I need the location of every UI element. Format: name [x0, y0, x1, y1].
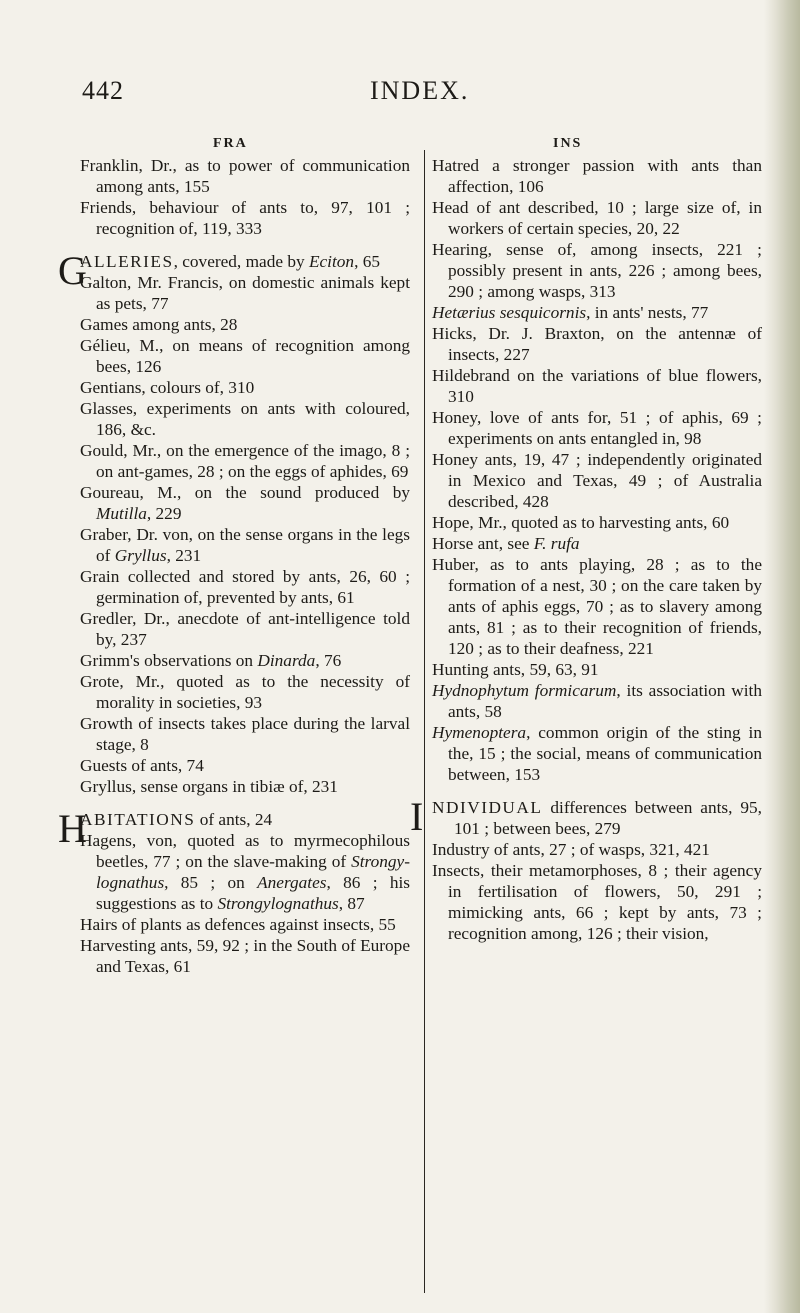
index-entry: Gould, Mr., on the emergence of the imago, 8 ; on ant-games, 28 ; on the eggs of aphides, 69	[80, 441, 410, 481]
index-entry: Hatred a stronger passion with ants than affection, 106	[432, 156, 762, 196]
index-entry: Gélieu, M., on means of recognition among bees, 126	[80, 336, 410, 376]
index-entry: Graber, Dr. von, on the sense organs in the legs of Gryllus, 231	[80, 525, 410, 565]
index-entry: Hymenoptera, common origin of the sting in the, 15 ; the social, means of communication between, 153	[432, 723, 762, 784]
index-entry: Grain collected and stored by ants, 26, 60 ; germination of, prevented by ants, 61	[80, 567, 410, 607]
index-entry: Huber, as to ants playing, 28 ; as to the formation of a nest, 30 ; on the care taken by ants of aphis eggs, 70 ; as to slavery among ants, 81 ; as to their recognition of friends, 120 ; as to their deafness, 221	[432, 555, 762, 658]
index-entry: Harvesting ants, 59, 92 ; in the South of Europe and Texas, 61	[80, 936, 410, 976]
index-entry-individual: INDIVIDUAL differences between ants, 95, 101 ; between bees, 279	[410, 794, 762, 839]
index-entry: Hicks, Dr. J. Braxton, on the antennæ of insects, 227	[432, 324, 762, 364]
index-entry: Gryllus, sense organs in tibiæ of, 231	[80, 777, 338, 796]
index-entry: Honey ants, 19, 47 ; independently originated in Mexico and Texas, 49 ; of Australia described, 428	[432, 450, 762, 511]
index-entry: Friends, behaviour of ants to, 97, 101 ; recognition of, 119, 333	[80, 198, 410, 238]
left-column	[58, 155, 410, 977]
right-column-head: INS	[553, 136, 583, 151]
column-divider	[424, 150, 425, 1293]
index-entry: Hagens, von, quoted as to myrmecophilous beetles, 77 ; on the slave-making of Strongylognathus, 85 ; on Anergates, 86 ; his suggestions as to Strongylognathus, 87	[80, 831, 410, 913]
index-entry: Galton, Mr. Francis, on domestic animals kept as pets, 77	[80, 273, 410, 313]
index-entry: Goureau, M., on the sound produced by Mutilla, 229	[80, 483, 410, 523]
index-entry: Glasses, experiments on ants with coloured, 186, &c.	[80, 399, 410, 439]
index-entry: Games among ants, 28	[80, 315, 238, 334]
drop-capital: H	[58, 806, 87, 851]
drop-capital: G	[58, 248, 87, 293]
index-entry: Hydnophytum formicarum, its association with ants, 58	[432, 681, 762, 721]
index-entry: Honey, love of ants for, 51 ; of aphis, 69 ; experiments on ants entangled in, 98	[432, 408, 762, 448]
index-entry: Hearing, sense of, among insects, 221 ; possibly present in ants, 226 ; among bees, 290 ; among wasps, 313	[432, 240, 762, 301]
index-entry: Head of ant described, 10 ; large size of, in workers of certain species, 20, 22	[432, 198, 762, 238]
index-entry: Hildebrand on the variations of blue flowers, 310	[432, 366, 762, 406]
right-column	[410, 155, 762, 944]
index-entry: Hope, Mr., quoted as to harvesting ants, 60	[432, 513, 730, 532]
index-entry: Grimm's observations on Dinarda, 76	[80, 651, 342, 670]
index-entry-habitations: H ABITATIONS of ants, 24	[58, 806, 273, 851]
left-column-head: FRA	[213, 136, 248, 151]
index-entry: Hairs of plants as defences against insects, 55	[80, 915, 396, 934]
page-number: 442	[82, 76, 124, 105]
index-entry: Industry of ants, 27 ; of wasps, 321, 421	[432, 840, 710, 859]
index-entry: Hunting ants, 59, 63, 91	[432, 660, 599, 679]
index-entry: Grote, Mr., quoted as to the necessity of morality in societies, 93	[80, 672, 410, 712]
index-entry: Hetærius sesquicornis, in ants' nests, 77	[432, 303, 709, 322]
index-entry: Insects, their metamorphoses, 8 ; their agency in fertilisation of flowers, 50, 291 ; mimicking ants, 66 ; kept by ants, 73 ; recognition among, 126 ; their vision,	[432, 861, 762, 943]
index-entry: Guests of ants, 74	[80, 756, 204, 775]
index-entry: Franklin, Dr., as to power of communication among ants, 155	[80, 156, 410, 196]
index-entry: Horse ant, see F. rufa	[432, 534, 580, 553]
index-entry: Gentians, colours of, 310	[80, 378, 255, 397]
index-entry-galleries: G ALLERIES, covered, made by Eciton, 65	[58, 248, 380, 293]
index-entry: Gredler, Dr., anecdote of ant-intelligence told by, 237	[80, 609, 410, 649]
index-entry: Growth of insects takes place during the larval stage, 8	[80, 714, 410, 754]
running-head: INDEX.	[370, 76, 470, 105]
page-edge-shadow	[764, 0, 800, 1313]
